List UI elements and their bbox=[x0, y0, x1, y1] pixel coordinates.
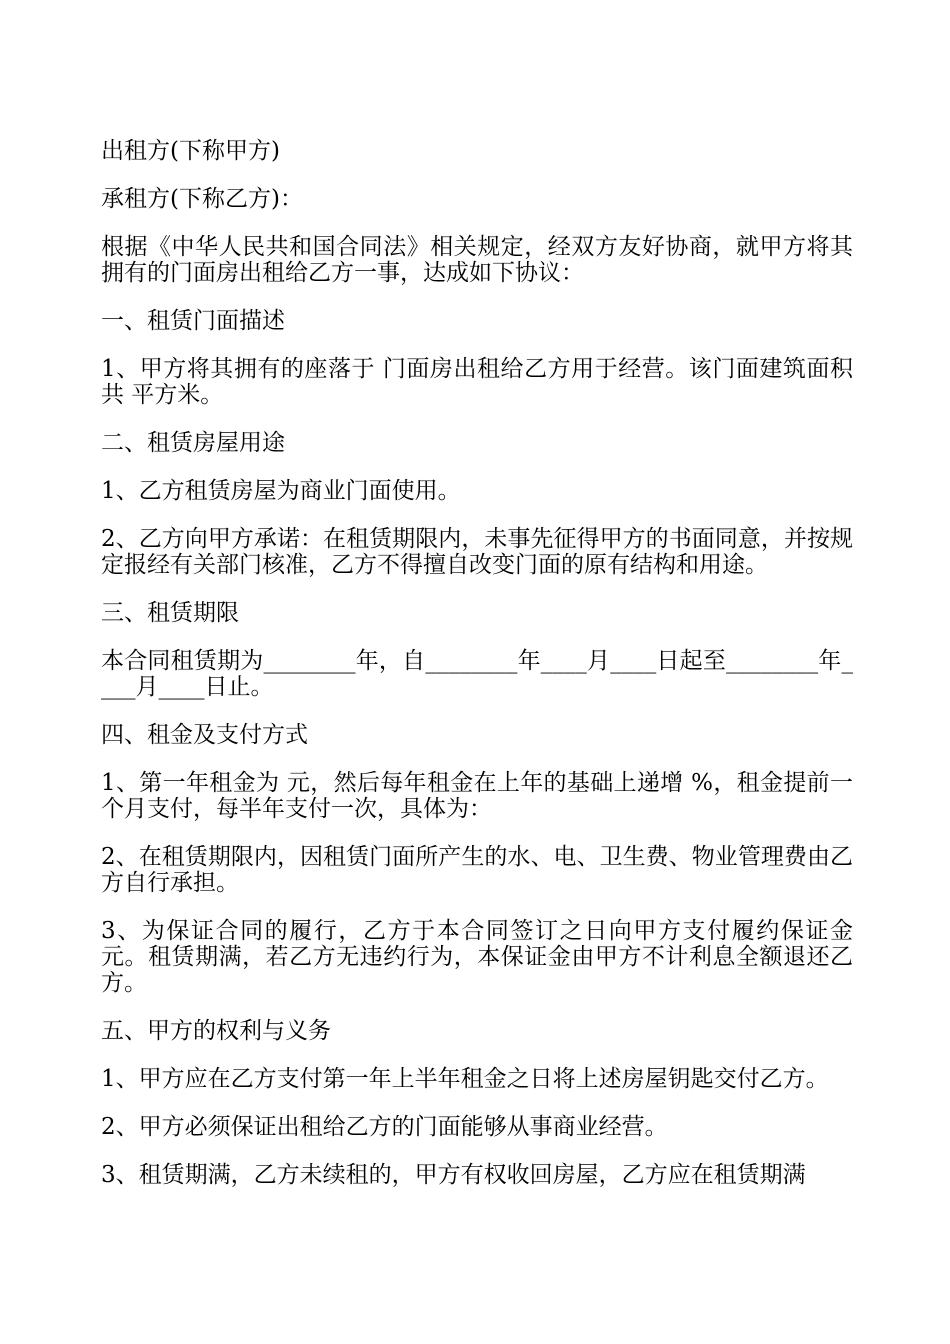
clause-5-1: 1、甲方应在乙方支付第一年上半年租金之日将上述房屋钥匙交付乙方。 bbox=[101, 1066, 829, 1092]
clause-1-1: 1、甲方将其拥有的座落于 门面房出租给乙方用于经营。该门面建筑面积共 平方米。 bbox=[101, 356, 853, 408]
section-heading-2: 二、租赁房屋用途 bbox=[101, 430, 285, 456]
preamble-paragraph: 根据《中华人民共和国合同法》相关规定，经双方友好协商，就甲方将其拥有的门面房出租给乙方一事，达成如下协议： bbox=[101, 234, 853, 286]
clause-2-2: 2、乙方向甲方承诺：在租赁期限内，未事先征得甲方的书面同意，并按规定报经有关部门核准，乙方不得擅自改变门面的原有结构和用途。 bbox=[101, 526, 853, 578]
clause-4-3: 3、为保证合同的履行，乙方于本合同签订之日向甲方支付履约保证金 元。租赁期满，若乙方无违约行为，本保证金由甲方不计利息全额退还乙方。 bbox=[101, 918, 861, 996]
lessor-line: 出租方(下称甲方) bbox=[101, 138, 280, 164]
clause-3-1: 本合同租赁期为________年，自________年____月____日起至________年____月____日止。 bbox=[101, 648, 853, 700]
clause-4-1: 1、第一年租金为 元，然后每年租金在上年的基础上递增 %，租金提前一个月支付，每半年支付一次，具体为： bbox=[101, 770, 853, 822]
clause-5-2: 2、甲方必须保证出租给乙方的门面能够从事商业经营。 bbox=[101, 1114, 668, 1140]
lessee-line: 承租方(下称乙方)： bbox=[101, 186, 303, 212]
clause-2-1: 1、乙方租赁房屋为商业门面使用。 bbox=[101, 478, 461, 504]
clause-4-2: 2、在租赁期限内，因租赁门面所产生的水、电、卫生费、物业管理费由乙方自行承担。 bbox=[101, 844, 853, 896]
contract-document bbox=[101, 138, 861, 1210]
clause-5-3: 3、租赁期满，乙方未续租的，甲方有权收回房屋，乙方应在租赁期满 bbox=[101, 1162, 806, 1188]
section-heading-4: 四、租金及支付方式 bbox=[101, 722, 308, 748]
section-heading-5: 五、甲方的权利与义务 bbox=[101, 1018, 331, 1044]
section-heading-1: 一、租赁门面描述 bbox=[101, 308, 285, 334]
section-heading-3: 三、租赁期限 bbox=[101, 600, 239, 626]
